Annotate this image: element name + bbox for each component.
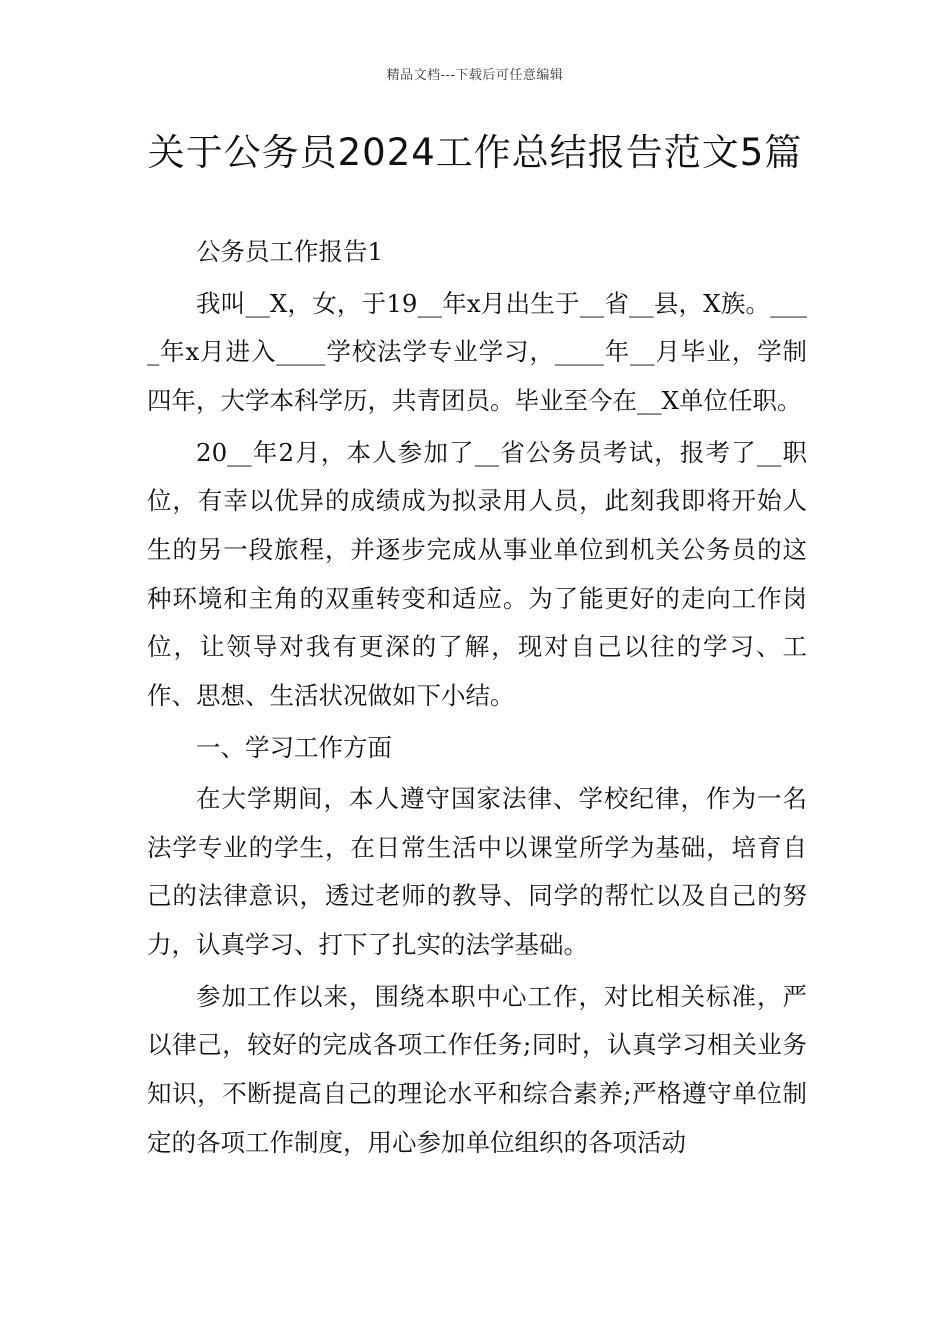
paragraph-work-performance: 参加工作以来，围绕本职中心工作，对比相关标准，严以律己，较好的完成各项工作任务;同时，认真学习相关业务知识，不断提高自己的理论水平和综合素养;严格遵守单位制定的各项工作制度，用心参加单位组织的各项活动 [147, 981, 807, 1157]
document-body [147, 228, 807, 1170]
paragraph-personal-info: 我叫__X，女，于19__年x月出生于__省__县，X族。____年x月进入____学校法学专业学习，____年__月毕业，学制四年，大学本科学历，共青团员。毕业至今在__X单位任职。 [147, 288, 807, 415]
paragraph-university-study: 在大学期间，本人遵守国家法律、学校纪律，作为一名法学专业的学生，在日常生活中以课堂所学为基础，培育自己的法律意识，透过老师的教导、同学的帮忙以及自己的努力，认真学习、打下了扎实的法学基础。 [147, 784, 807, 960]
document-title: 关于公务员2024工作总结报告范文5篇 [147, 131, 803, 174]
paragraph-section-heading: 一、学习工作方面 [196, 732, 392, 762]
header-note: 精品文档---下载后可任意编辑 [386, 68, 564, 83]
paragraph-report-heading: 公务员工作报告1 [196, 237, 384, 266]
paragraph-exam-summary: 20__年2月，本人参加了__省公务员考试，报考了__职位，有幸以优异的成绩成为拟录用人员，此刻我即将开始人生的另一段旅程，并逐步完成从事业单位到机关公务员的这种环境和主角的双重转变和适应。为了能更好的走向工作岗位，让领导对我有更深的了解，现对自己以往的学习、工作、思想、生活状况做如下小结。 [147, 437, 807, 710]
